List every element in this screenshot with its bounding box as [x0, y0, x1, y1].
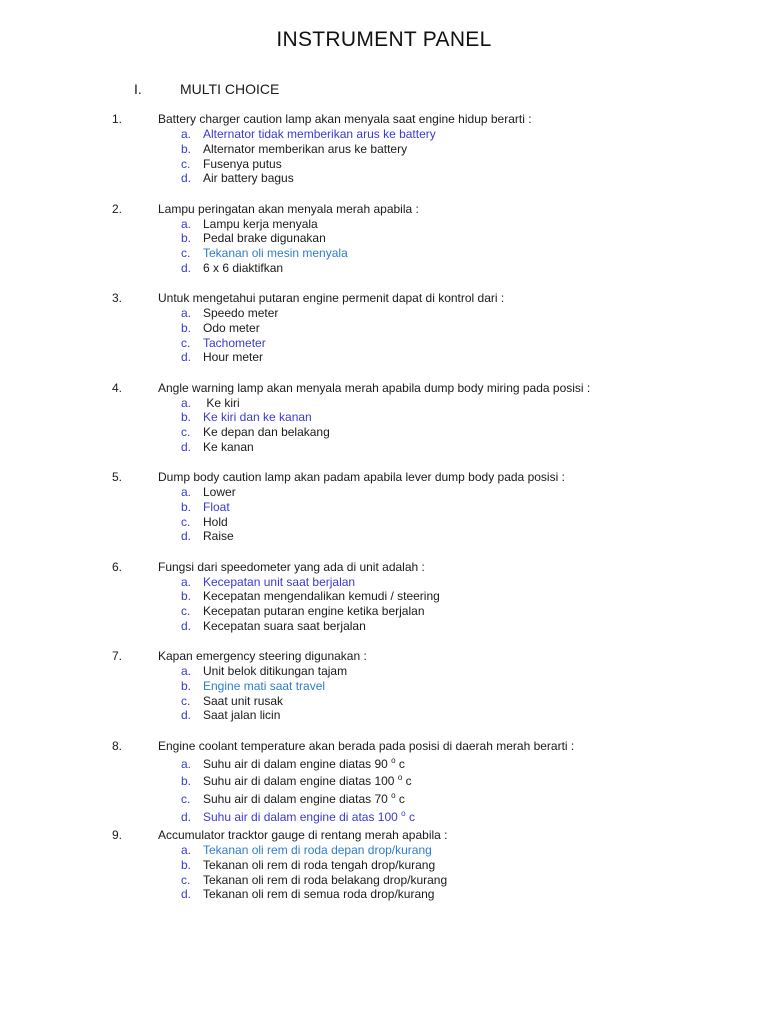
- option-text-main: Alternator memberikan arus ke battery: [203, 141, 408, 156]
- section-title: MULTI CHOICE: [180, 81, 280, 97]
- option-text: [203, 694, 283, 708]
- option-letter: c.: [181, 604, 191, 619]
- option-letter: c.: [181, 425, 191, 440]
- degree-superscript: o: [391, 755, 396, 765]
- question-number: 5.: [112, 470, 123, 484]
- option-text-main: Ke kiri: [203, 395, 240, 410]
- option-text-main: Ke kanan: [203, 439, 254, 454]
- answer-option: [181, 306, 278, 321]
- option-text-main: Tekanan oli rem di semua roda drop/kurang: [203, 887, 435, 902]
- option-list: [181, 217, 348, 276]
- page-title: INSTRUMENT PANEL: [276, 28, 492, 51]
- option-letter: a.: [181, 395, 192, 410]
- option-text: [203, 810, 415, 824]
- option-text-main: Ke depan dan belakang: [203, 425, 330, 440]
- option-text-main: Suhu air di dalam engine diatas 100: [203, 774, 395, 789]
- answer-option: [181, 485, 236, 500]
- option-letter: c.: [181, 335, 191, 350]
- option-text: [203, 261, 283, 275]
- answer-option: [181, 708, 347, 723]
- option-list: [181, 664, 347, 723]
- answer-option: [181, 754, 415, 772]
- answer-option: [181, 261, 348, 276]
- answer-option: [181, 575, 440, 590]
- option-text-main: Saat jalan licin: [203, 708, 281, 723]
- question-item: [0, 560, 768, 650]
- option-letter: a.: [181, 843, 192, 857]
- option-text: [203, 619, 366, 633]
- option-list: [181, 485, 236, 544]
- unit-suffix: c: [402, 774, 412, 789]
- question-text: Fungsi dari speedometer yang ada di unit adalah :: [158, 559, 425, 574]
- answer-option: [181, 157, 436, 172]
- question-item: [0, 381, 768, 471]
- answer-option: [181, 231, 348, 246]
- option-text: [203, 873, 447, 887]
- option-letter: c.: [181, 514, 191, 529]
- question-text: Kapan emergency steering digunakan :: [158, 649, 367, 663]
- question-number: 9.: [112, 828, 123, 842]
- answer-option: [181, 515, 236, 530]
- option-letter: c.: [181, 246, 191, 261]
- option-letter: a.: [181, 306, 192, 320]
- option-list: [181, 127, 436, 186]
- answer-option: [181, 619, 440, 634]
- question-number: 2.: [112, 201, 123, 216]
- option-text: [203, 142, 407, 156]
- option-letter: d.: [181, 260, 192, 275]
- option-letter: d.: [181, 171, 192, 186]
- option-text-main: Fusenya putus: [203, 156, 282, 171]
- option-text: [203, 500, 230, 514]
- answer-option: [181, 604, 440, 619]
- question-list: [0, 112, 768, 918]
- question-number: 6.: [112, 559, 123, 574]
- option-text-main: Speedo meter: [203, 306, 279, 320]
- option-letter: b.: [181, 231, 192, 246]
- option-text-main: Tekanan oli rem di roda tengah drop/kurang: [203, 857, 436, 872]
- question-text: Lampu peringatan akan menyala merah apabila :: [158, 201, 419, 216]
- option-letter: d.: [181, 350, 192, 365]
- option-letter: d.: [181, 809, 192, 824]
- unit-suffix: c: [395, 756, 405, 771]
- option-letter: b.: [181, 141, 192, 156]
- option-text: [203, 575, 355, 589]
- option-text: [203, 843, 432, 857]
- option-text: [203, 440, 254, 454]
- option-letter: c.: [181, 872, 191, 887]
- answer-option: [181, 336, 278, 351]
- option-text-main: Tekanan oli rem di roda depan drop/kurang: [203, 843, 432, 857]
- option-letter: b.: [181, 589, 192, 604]
- option-text: [203, 171, 294, 185]
- answer-option: [181, 664, 347, 679]
- option-letter: b.: [181, 774, 192, 789]
- option-text-main: Hold: [203, 514, 228, 529]
- answer-option: [181, 694, 347, 709]
- option-text-main: Ke kiri dan ke kanan: [203, 410, 312, 425]
- option-text-main: Pedal brake digunakan: [203, 231, 326, 246]
- answer-option: [181, 873, 447, 888]
- option-text: [203, 127, 436, 141]
- question-item: [0, 649, 768, 739]
- option-text: [203, 792, 405, 806]
- option-text: [203, 396, 240, 410]
- answer-option: [181, 142, 436, 157]
- option-list: [181, 754, 415, 825]
- answer-option: [181, 396, 330, 411]
- option-letter: a.: [181, 574, 192, 589]
- option-letter: d.: [181, 618, 192, 633]
- option-text: [203, 515, 228, 529]
- option-text: [203, 157, 282, 171]
- answer-option: [181, 789, 415, 807]
- option-letter: a.: [181, 127, 192, 141]
- unit-suffix: c: [395, 792, 405, 807]
- answer-option: [181, 217, 348, 232]
- question-item: [0, 470, 768, 560]
- option-text: [203, 604, 425, 618]
- section-number: I.: [134, 81, 142, 97]
- section-heading: [134, 81, 279, 97]
- option-letter: d.: [181, 887, 192, 902]
- option-letter: c.: [181, 156, 191, 171]
- degree-superscript: o: [391, 791, 396, 801]
- option-text: [203, 410, 312, 424]
- answer-option: [181, 171, 436, 186]
- option-list: [181, 575, 440, 634]
- question-item: [0, 291, 768, 381]
- option-text-main: Suhu air di dalam engine di atas 100: [203, 809, 398, 824]
- answer-option: [181, 858, 447, 873]
- answer-option: [181, 771, 415, 789]
- question-number: 1.: [112, 112, 123, 126]
- option-text: [203, 858, 435, 872]
- option-text: [203, 425, 330, 439]
- degree-superscript: o: [401, 808, 406, 818]
- question-text: Battery charger caution lamp akan menyala saat engine hidup berarti :: [158, 112, 532, 126]
- question-item: [0, 112, 768, 202]
- unit-suffix: c: [405, 809, 415, 824]
- answer-option: [181, 500, 236, 515]
- question-number: 3.: [112, 291, 123, 305]
- option-text: [203, 679, 325, 693]
- option-text: [203, 589, 440, 603]
- answer-option: [181, 321, 278, 336]
- option-text: [203, 231, 326, 245]
- option-text-main: Odo meter: [203, 320, 260, 335]
- option-text: [203, 774, 412, 788]
- option-letter: a.: [181, 664, 192, 678]
- degree-superscript: o: [397, 773, 403, 783]
- option-text-main: Air battery bagus: [203, 171, 294, 186]
- question-item: [0, 739, 768, 829]
- answer-option: [181, 410, 330, 425]
- question-number: 4.: [112, 380, 123, 395]
- option-text: [203, 306, 278, 320]
- option-text: [203, 321, 260, 335]
- answer-option: [181, 350, 278, 365]
- answer-option: [181, 679, 347, 694]
- option-text-main: Lower: [203, 485, 236, 499]
- option-text-main: Suhu air di dalam engine diatas 70: [203, 792, 388, 807]
- option-text-main: Raise: [203, 529, 234, 544]
- option-text: [203, 246, 348, 260]
- question-text: Untuk mengetahui putaran engine permenit dapat di kontrol dari :: [158, 291, 505, 305]
- option-letter: d.: [181, 529, 192, 544]
- answer-option: [181, 440, 330, 455]
- answer-option: [181, 843, 447, 858]
- option-letter: b.: [181, 678, 192, 693]
- answer-option: [181, 246, 348, 261]
- option-text: [203, 664, 347, 678]
- question-item: [0, 828, 768, 918]
- option-text: [203, 529, 234, 543]
- option-text-main: Kecepatan unit saat berjalan: [203, 574, 356, 589]
- option-text-main: Kecepatan mengendalikan kemudi / steering: [203, 589, 440, 604]
- option-text-main: Alternator tidak memberikan arus ke battery: [203, 127, 436, 141]
- option-text-main: Lampu kerja menyala: [203, 216, 318, 231]
- question-text: Dump body caution lamp akan padam apabila lever dump body pada posisi :: [158, 470, 565, 484]
- option-text-main: Suhu air di dalam engine diatas 90: [203, 756, 388, 771]
- option-text-main: Tachometer: [203, 335, 266, 350]
- option-text-main: Hour meter: [203, 350, 264, 365]
- option-list: [181, 306, 278, 365]
- answer-option: [181, 807, 415, 825]
- option-letter: b.: [181, 320, 192, 335]
- option-text-main: Engine mati saat travel: [203, 678, 326, 693]
- option-text-main: Tekanan oli rem di roda belakang drop/kurang: [203, 872, 448, 887]
- option-text: [203, 217, 318, 231]
- option-letter: a.: [181, 216, 192, 231]
- option-text: [203, 887, 434, 901]
- option-text: [203, 708, 280, 722]
- option-letter: b.: [181, 499, 192, 514]
- option-text: [203, 757, 405, 771]
- option-text: [203, 485, 236, 499]
- question-text: Angle warning lamp akan menyala merah apabila dump body miring pada posisi :: [158, 380, 591, 395]
- option-text-main: Tekanan oli mesin menyala: [203, 246, 348, 261]
- option-list: [181, 396, 330, 455]
- question-text: Accumulator tracktor gauge di rentang merah apabila :: [158, 828, 448, 842]
- answer-option: [181, 425, 330, 440]
- answer-option: [181, 529, 236, 544]
- answer-option: [181, 127, 436, 142]
- option-text-main: Kecepatan putaran engine ketika berjalan: [203, 604, 425, 619]
- option-text-main: Unit belok ditikungan tajam: [203, 664, 348, 678]
- answer-option: [181, 589, 440, 604]
- option-letter: a.: [181, 756, 192, 771]
- option-letter: b.: [181, 857, 192, 872]
- option-letter: c.: [181, 693, 191, 708]
- answer-option: [181, 887, 447, 902]
- option-list: [181, 843, 447, 902]
- option-letter: c.: [181, 792, 191, 807]
- option-text-main: Kecepatan suara saat berjalan: [203, 618, 366, 633]
- option-text: [203, 350, 263, 364]
- question-number: 7.: [112, 649, 123, 663]
- question-text: Engine coolant temperature akan berada pada posisi di daerah merah berarti :: [158, 738, 575, 753]
- option-text-main: Float: [203, 499, 230, 514]
- option-text-main: 6 x 6 diaktifkan: [203, 260, 284, 275]
- option-text-main: Saat unit rusak: [203, 693, 284, 708]
- option-letter: d.: [181, 439, 192, 454]
- question-item: [0, 202, 768, 292]
- option-letter: d.: [181, 708, 192, 723]
- option-letter: b.: [181, 410, 192, 425]
- option-letter: a.: [181, 485, 192, 499]
- question-number: 8.: [112, 738, 123, 753]
- option-text: [203, 336, 266, 350]
